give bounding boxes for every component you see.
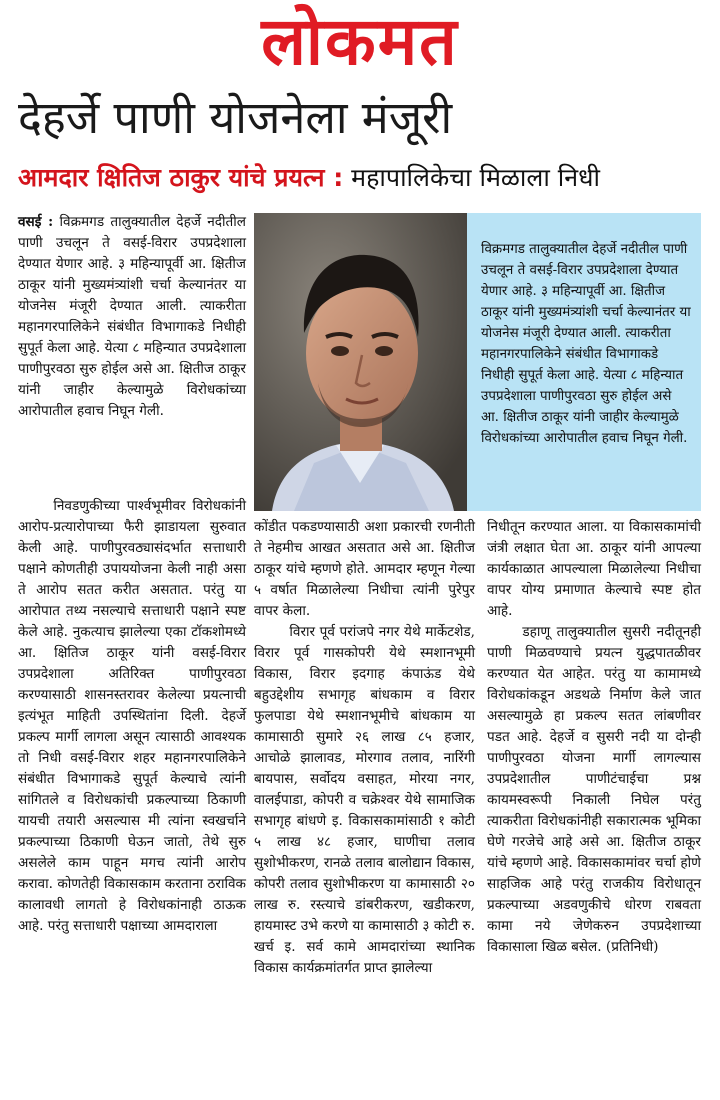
body-paragraph: निवडणुकीच्या पार्श्वभूमीवर विरोधकांनी आरोप-प्रत्यारोपाच्या फैरी झाडायला सुरुवात केली आहे. पाणीपुरवठ्यासंदर्भात सत्ताधारी पक्षाने कोणतीही उपाययोजना केली नाही असा ते आरोप सतत करीत असतात. परंतु या आरोपात तथ्य नसल्याचे सत्ताधारी पक्षाने स्पष्ट केले आहे. नुकत्याच झालेल्या एका टॉकशोमध्ये आ. क्षितिज ठाकूर यांनी वसई-विरार उपप्रदेशाला अतिरिक्त पाणीपुरवठा करण्यासाठी शासनस्तरावर केलेल्या प्रयत्नाची इत्यंभूत माहिती उपस्थितांना दिली. देहर्जे प्रकल्प मार्गी लागला असून त्यासाठी आवश्यक तो निधी वसई-विरार शहर महानगरपालिकेने संबंधीत विभागाकडे सुपूर्त केल्याचे त्यांनी सांगितले व विरोधकांची प्रकल्पाच्या ठिकाणी यायची तयारी असल्यास मी त्यांना स्वखर्चाने प्रकल्पाच्या ठिकाणी घेऊन जातो, तेथे सुरु असलेले काम पाहून मगच त्यांनी आरोप करावा. कोणतेही विकासकाम करताना ठराविक कालावधी लागतो हे विरोधकांनाही ठाऊक आहे. परंतु सत्ताधारी पक्षाच्या आमदाराला <box>18 498 246 934</box>
body-paragraph: विरार पूर्व परांजपे नगर येथे मार्केटशेड, विरार पूर्व गासकोपरी येथे स्मशानभूमी विकास, विरार इदगाह कंपाऊंड येथे बहुउद्देशीय सभागृह बांधकाम व विरार फुलपाडा येथे स्मशानभूमीचे बांधकाम या कामासाठी सुमारे २६ लाख ८५ हजार, आचोळे झालावड, मोरगाव तलाव, नारिंगी बायपास, सर्वोदय वसाहत, मोरया नगर, वालईपाडा, कोपरी व चक्रेश्वर येथे सामाजिक सभागृह बांधणे इ. विकासकामांसाठी १ कोटी ५ लाख ४८ हजार, घाणीचा तलाव सुशोभीकरण, रानळे तलाव बालोद्यान विकास, कोपरी तलाव सुशोभीकरण या कामासाठी २० लाख रु. रस्त्याचे डांबरीकरण, खडीकरण, हायमास्ट उभे करणे या कामासाठी ३ कोटी रु. खर्च इ. सर्व कामे आमदारांच्या स्थानिक विकास कार्यक्रमांतर्गत प्राप्त झालेल्या <box>254 624 475 976</box>
lokmat-logo: लोकमत <box>261 3 459 80</box>
person-portrait-image <box>254 213 467 511</box>
body-paragraph: निधीतून करण्यात आला. या विकासकामांची जंत्री लक्षात घेता आ. ठाकूर यांनी आपल्या कार्यकाळात आपल्याला मिळालेल्या निधीचा वापर योग्य प्रमाणात केल्याचे स्पष्ट होत आहे. <box>487 519 701 619</box>
article-column-middle <box>254 517 475 979</box>
portrait-photo <box>254 213 467 511</box>
body-paragraph: कोंडीत पकडण्यासाठी अशा प्रकारची रणनीती ते नेहमीच आखत असतात असे आ. क्षितीज ठाकूर यांचे म्हणणे होते. आमदार म्हणून गेल्या ५ वर्षात मिळालेल्या निधीचा त्यांनी पुरेपुर वापर केला. <box>254 519 475 619</box>
body-paragraph: डहाणू तालुक्यातील सुसरी नदीतूनही पाणी मिळवण्याचे प्रयत्न युद्धपातळीवर करण्यात येत आहेत. परंतु या कामामध्ये विरोधकांकडून अडथळे निर्माण केले जात असल्यामुळे हा प्रकल्प सतत लांबणीवर पडत आहे. देहर्जे व सुसरी नदी या दोन्ही पाणीपुरवठा योजना मार्गी लागल्यास उपप्रदेशातील पाणीटंचाईचा प्रश्न कायमस्वरूपी निकाली निघेल परंतु त्याकरीता विरोधकांनीही सकारात्मक भूमिका घेणे गरजेचे आहे असे आ. क्षितीज ठाकूर यांचे म्हणणे आहे. विकासकामांवर चर्चा होणे साहजिक आहे परंतु राजकीय विरोधातून प्रकल्पाच्या अडवणुकीचे धोरण राबवता कामा नये जेणेकरुन उपप्रदेशाच्या विकासाला खिळ बसेल. (प्रतिनिधी) <box>487 624 701 955</box>
article-headline: देहर्जे पाणी योजनेला मंजूरी <box>18 91 453 144</box>
article-column-left-lower <box>18 496 246 937</box>
intro-paragraph <box>18 212 246 422</box>
pull-quote-text: विक्रमगड तालुक्यातील देहर्जे नदीतील पाणी उचलून ते वसई-विरार उपप्रदेशाला देण्यात येणार आहे. ३ महिन्यापूर्वी आ. क्षितीज ठाकूर यांनी मुख्यमंत्र्यांशी चर्चा केल्यानंतर या योजनेस मंजूरी देण्यात आली. त्याकरीता महानगरपालिकेने संबंधीत विभागाकडे निधीही सुपूर्त केला आहे. येत्या ८ महिन्यात उपप्रदेशाला पाणीपुरवठा सुरु होईल असे आ. क्षितीज ठाकूर यांनी जाहीर केल्यामुळे विरोधकांच्या आरोपातील हवाच निघून गेली. <box>481 242 691 446</box>
dateline: वसई : <box>18 214 54 230</box>
pull-quote-box <box>467 213 701 511</box>
article-column-right <box>487 517 701 958</box>
article-subhead <box>18 158 708 198</box>
subhead-text: महापालिकेचा मिळाला निधी <box>351 163 600 192</box>
intro-text: विक्रमगड तालुक्यातील देहर्जे नदीतील पाणी उचलून ते वसई-विरार उपप्रदेशाला देण्यात येणार आहे. ३ महिन्यापूर्वी आ. क्षितीज ठाकूर यांनी मुख्यमंत्र्यांशी चर्चा केल्यानंतर या योजनेस मंजूरी देण्यात आली. त्याकरीता महानगरपालिकेने संबंधीत विभागाकडे निधीही सुपूर्त केला आहे. येत्या ८ महिन्यात उपप्रदेशाला पाणीपुरवठा सुरु होईल असे आ. क्षितीज ठाकूर यांनी जाहीर केल्यामुळे विरोधकांच्या आरोपातील हवाच निघून गेली. <box>18 214 246 419</box>
article-column-left <box>18 212 246 422</box>
subhead-highlight: आमदार क्षितिज ठाकुर यांचे प्रयत्न : <box>18 163 344 192</box>
newspaper-masthead <box>0 2 720 84</box>
